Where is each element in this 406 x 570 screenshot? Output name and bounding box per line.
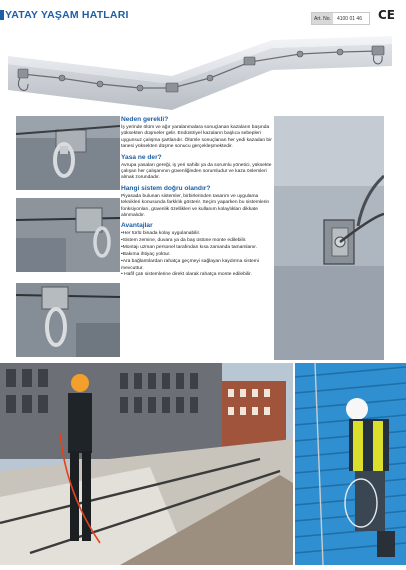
title-accent-bar xyxy=(0,10,4,20)
heading-which-system: Hangi sistem doğru olandır? xyxy=(121,184,211,192)
photo-wall-bracket xyxy=(274,116,384,360)
advantage-item: •Bakıma ihtiyaç yoktur. xyxy=(121,252,171,258)
photo-carabiner-anchor-3 xyxy=(16,283,120,357)
photo-carabiner-anchor-2 xyxy=(16,198,120,272)
advantage-item: •Sistem zemine, duvara ya da baş üstüne monte edilebilir. xyxy=(121,238,247,244)
photo-blue-roof-worker xyxy=(295,363,406,565)
article-number-label: Art. No. xyxy=(312,13,333,24)
lifeline-wall-illustration xyxy=(0,34,406,112)
photo-carabiner-anchor-1 xyxy=(16,116,120,190)
heading-law: Yasa ne der? xyxy=(121,153,162,161)
advantage-item: •Her türlü binada kolay uygulanabilir. xyxy=(121,231,201,237)
advantage-item: • Hafif çatı sistemlerine direkt olarak rahatça monte edilebilir. xyxy=(121,272,252,278)
text-why-needed: İş yerinde ölüm ve ağır yaralanmalara sonuçlanan kazaların başında yüksekten düşmeler gelir. Endüstriyel kazaların başlıca sebepleri uygunsuz çalışma şartlarıdır. Ölümle sonuçlanan her yedi kazadan bir tanesi yüksekten düşme sonucu gerçekleşmektedir. xyxy=(121,125,272,150)
description-column xyxy=(121,116,273,383)
advantage-item: •Ara bağlantılardan rahatça geçmeyi sağlayan kaydırma sistemi mevcuttur. xyxy=(121,259,259,271)
advantages-list xyxy=(121,231,273,278)
article-number-value: 4100 01 46 xyxy=(336,15,362,22)
hero-lifeline-image xyxy=(0,34,406,112)
page-header xyxy=(0,0,406,32)
heading-advantages: Avantajlar xyxy=(121,222,153,230)
advantage-item: •Montajı uzman personel tarafından kısa zamanda tamamlanır. xyxy=(121,245,258,251)
ce-mark-icon: CE xyxy=(378,8,396,22)
article-number-box xyxy=(311,12,370,25)
page-title: YATAY YAŞAM HATLARI xyxy=(5,9,129,21)
heading-why-needed: Neden gerekli? xyxy=(121,116,169,123)
photo-rooftop-worker xyxy=(0,363,293,565)
text-law: Avrupa yasaları gereği, iş yeri sahibi ya da sorumlu yönetici, yüksekte çalışan her çalışanının güvenliğinden sorumludur ve kaza önlemleri almak zorundadır. xyxy=(121,162,272,181)
text-which-system: Piyasada bulunan sistemler, birbirlerinden tasarım ve uygulama teknikleri konusunda farklılık gösterir. Seçim yaparken bu sistemlerin fonksiyonları, güvenlik özellikleri ve kullanım kolaylıkları dikkate alınmalıdır. xyxy=(121,193,270,219)
